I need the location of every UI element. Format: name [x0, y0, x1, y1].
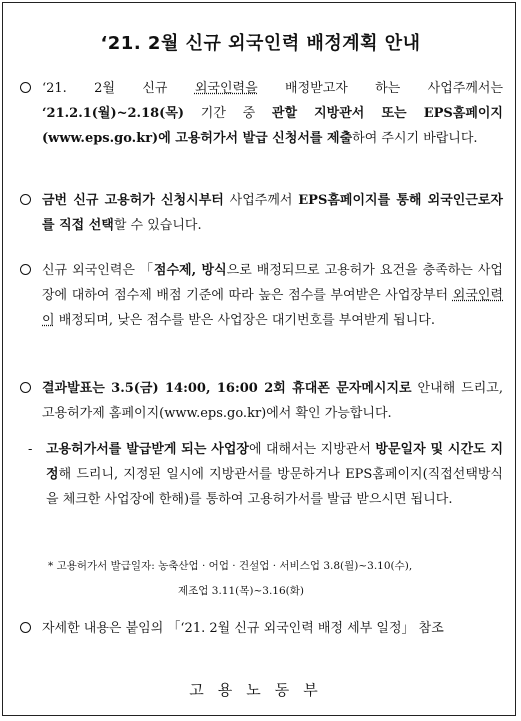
circle-bullet-icon — [20, 622, 31, 633]
item-score-system — [20, 258, 503, 333]
item-application-period — [20, 76, 503, 151]
sub-item-issuance — [28, 437, 503, 512]
issuance-date-note-2: 제조업 3.11(목)~3.16(화) — [178, 585, 304, 597]
item-text: 신규 외국인력은 「점수제, 방식으로 배정되므로 고용허가 요건을 충족하는 사업장에 대하여 점수제 배점 기준에 따라 높은 점수를 부여받은 사업장부터 외국인력이 배정되며, 낮은 점수를 받은 사업장은 대기번호를 부여받게 됩니다. — [42, 263, 503, 328]
sub-item-text: 고용허가서를 발급받게 되는 사업장에 대해서는 지방관서 방문일자 및 시간도 지정해 드리니, 지정된 일시에 지방관서를 방문하거나 EPS홈페이지(직접선택방식을 체크한 사업장에 한해)를 통하여 고용허가서를 발급 받으시면 됩니다. — [46, 442, 503, 507]
issuance-date-note: * 고용허가서 발급일자: 농축산업 · 어업 · 건설업 · 서비스업 3.8(월)~3.10(수), — [48, 560, 413, 572]
issuer-name: 고용노동부 — [189, 681, 332, 699]
circle-bullet-icon — [20, 382, 31, 393]
item-reference — [20, 616, 503, 641]
item-result-announcement — [20, 376, 503, 426]
item-text: 금번 신규 고용허가 신청시부터 사업주께서 EPS홈페이지를 통해 외국인근로자를 직접 선택할 수 있습니다. — [42, 193, 503, 233]
item-text: 자세한 내용은 붙임의 「‘21. 2월 신규 외국인력 배정 세부 일정」 참조 — [42, 621, 444, 636]
circle-bullet-icon — [20, 194, 31, 205]
dash-marker: - — [28, 442, 33, 457]
item-text: 결과발표는 3.5(금) 14:00, 16:00 2회 휴대폰 문자메시지로 안내해 드리고, 고용허가제 홈페이지(www.eps.go.kr)에서 확인 가능합니다. — [42, 381, 503, 421]
item-text: ‘21. 2월 신규 외국인력을 배정받고자 하는 사업주께서는 ‘21.2.1(월)~2.18(목) 기간 중 관할 지방관서 또는 EPS홈페이지(www.eps.go.kr)에 고용허가서 발급 신청서를 제출하여 주시기 바랍니다. — [42, 81, 504, 146]
page-title: ‘21. 2월 신규 외국인력 배정계획 안내 — [100, 33, 421, 54]
circle-bullet-icon — [20, 82, 31, 93]
item-direct-selection — [20, 188, 503, 238]
circle-bullet-icon — [20, 264, 31, 275]
